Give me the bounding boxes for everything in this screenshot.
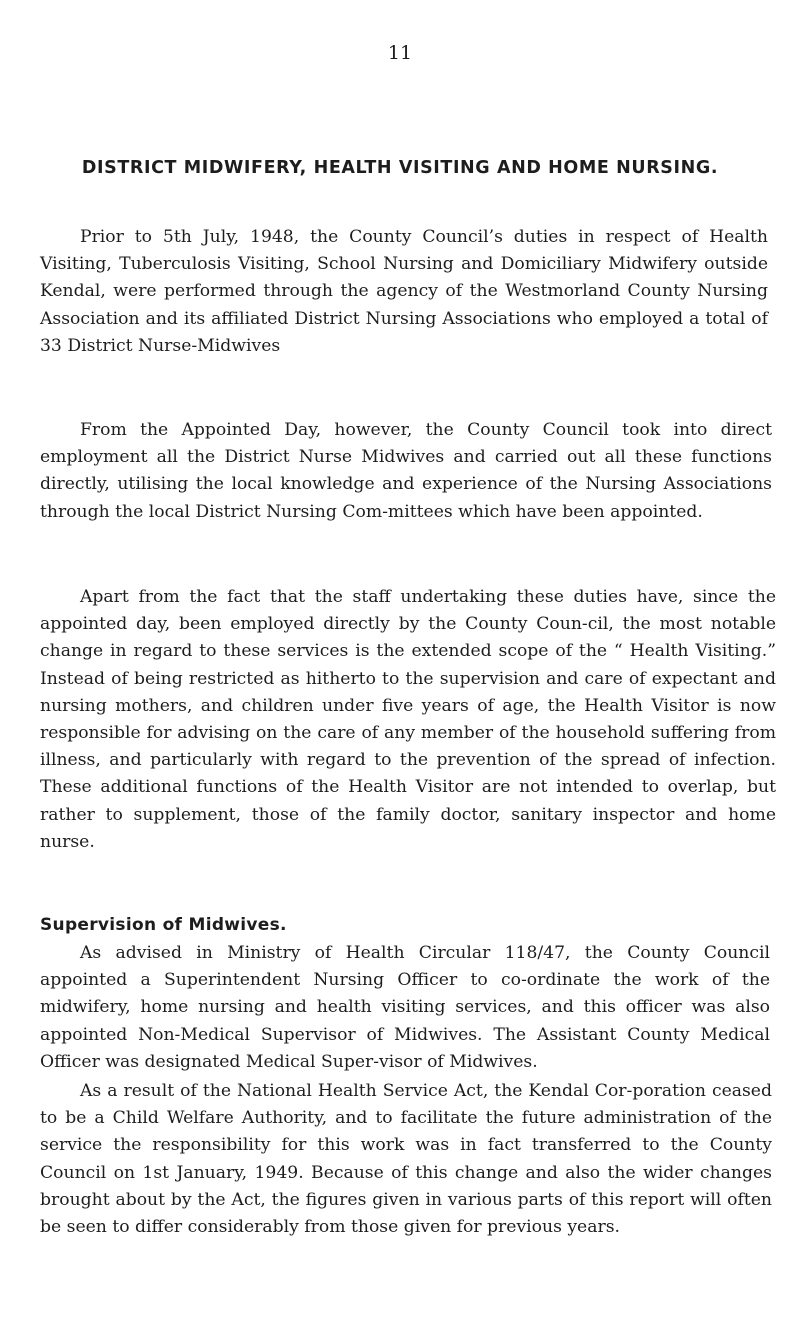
paragraph-health-visiting-scope: Apart from the fact that the staff undertaking these duties have, since the appointed day, been employed directly by the County Coun-cil, the most notable change in regard to these services is the extended scope of the “ Health Visiting.” Instead of being restricted as hitherto to the supervision and care of expectant and nursing mothers, and children under five years of age, the Health Visitor is now responsible for advising on the care of any member of the household suffering from illness, and particularly with regard to the prevention of the spread of infection. These additional functions of the Health Visitor are not intended to overlap, but rather to supplement, those of the family doctor, sanitary inspector and home nurse. bbox=[40, 587, 776, 852]
subheading-supervision-of-midwives: Supervision of Midwives. bbox=[40, 915, 287, 935]
paragraph-appointed-day: From the Appointed Day, however, the County Council took into direct employment all the District Nurse Midwives and carried out all these functions directly, utilising the local knowledge and experience of the Nursing Associations through the local District Nursing Com-mittees which have been appointed. bbox=[40, 420, 772, 522]
paragraph-kendal-transfer: As a result of the National Health Service Act, the Kendal Cor-poration ceased to be a Child Welfare Authority, and to facilitate the future administration of the service the responsibility for this work was in fact transferred to the County Council on 1st January, 1949. Because of this change and also the wider changes brought about by the Act, the figures given in various parts of this report will often be seen to differ considerably from those given for previous years. bbox=[40, 1081, 772, 1238]
section-title: DISTRICT MIDWIFERY, HEALTH VISITING AND HOME NURSING. bbox=[81, 158, 719, 178]
paragraph-supervision: As advised in Ministry of Health Circular 118/47, the County Council appointed a Superintendent Nursing Officer to co-ordinate the work of the midwifery, home nursing and health visiting services, and this officer was also appointed Non-Medical Supervisor of Midwives. The Assistant County Medical Officer was designated Medical Super-visor of Midwives. bbox=[40, 943, 770, 1072]
paragraph-prior-arrangements: Prior to 5th July, 1948, the County Council’s duties in respect of Health Visiting, Tuberculosis Visiting, School Nursing and Domiciliary Midwifery outside Kendal, were performed through the agency of the Westmorland County Nursing Association and its affiliated District Nursing Associations who employed a total of 33 District Nurse-Midwives bbox=[40, 227, 768, 356]
page-number: 11 bbox=[387, 42, 413, 64]
